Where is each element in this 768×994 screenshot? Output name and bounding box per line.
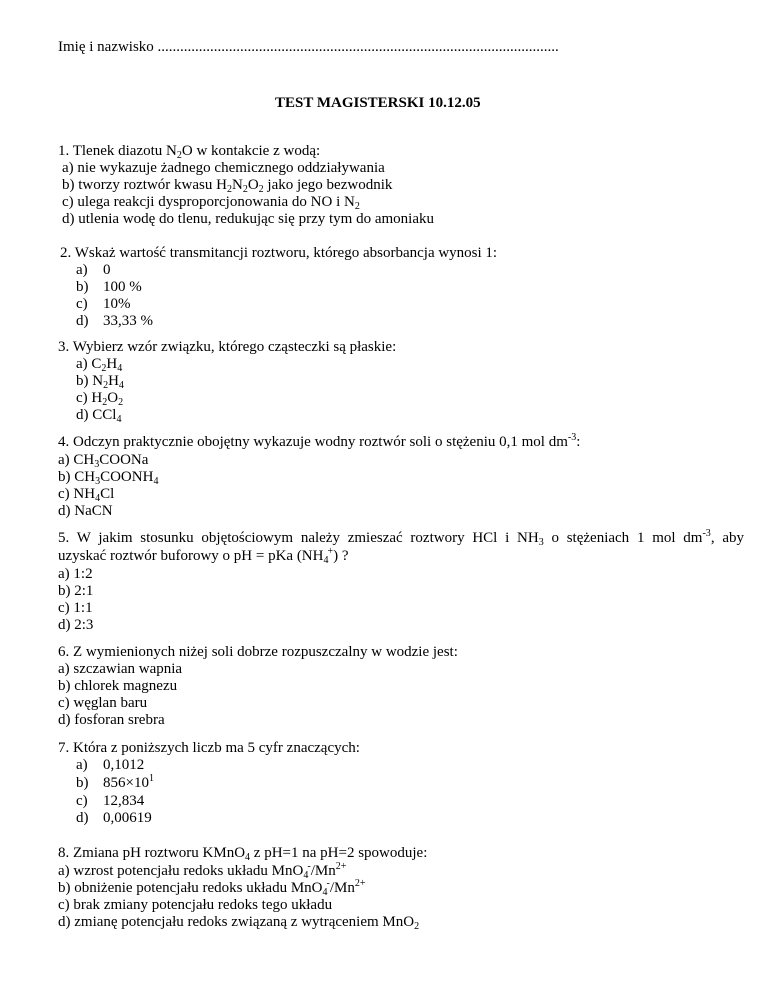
question-8-option-c: c) brak zmiany potencjału redoks tego układu	[58, 897, 333, 913]
question-7-option-a: a) 0,1012	[76, 757, 145, 773]
question-3-option-a: a) $C_2H_4$	[76, 356, 123, 374]
question-2-stem: 2. Wskaż wartość transmitancji roztworu, którego absorbancja wynosi 1:	[60, 245, 498, 261]
question-4-stem: 4. Odczyn praktycznie obojętny wykazuje wodny roztwór soli o stężeniu 0,1 mol $dm^{-3}$:	[58, 432, 581, 450]
question-5-stem-line-1: 5. W jakim stosunku objętościowym należy zmieszać roztwory HCl i $NH_3$ o stężeniach 1 mol $dm^{-3}$, aby	[58, 528, 744, 548]
question-6-option-d: d) fosforan srebra	[58, 712, 165, 728]
question-1-option-c: c) ulega reakcji dysproporcjonowania do NO i $N_2$	[62, 194, 360, 212]
question-5-option-b: b) 2:1	[58, 583, 94, 599]
question-5-option-a: a) 1:2	[58, 566, 93, 582]
exam-title: TEST MAGISTERSKI 10.12.05	[275, 95, 481, 111]
question-3-option-b: b) $N_2H_4$	[76, 373, 124, 391]
question-2-option-c: c) 10%	[76, 296, 131, 312]
question-8-option-d: d) zmianę potencjału redoks związaną z wytrąceniem MnO$_2$	[58, 914, 420, 932]
question-1-option-b: b) tworzy roztwór kwasu $H_2N_2O_2$ jako jego bezwodnik	[62, 177, 393, 195]
question-4-option-d: d) NaCN	[58, 503, 113, 519]
question-8-option-a: a) wzrost potencjału redoks układu $MnO_4^-/Mn^{2+}$	[58, 861, 347, 881]
question-6-option-c: c) węglan baru	[58, 695, 148, 711]
question-5-option-d: d) 2:3	[58, 617, 94, 633]
question-3-stem: 3. Wybierz wzór związku, którego cząsteczki są płaskie:	[58, 339, 397, 355]
question-1-stem: 1. Tlenek diazotu $N_2O$ w kontakcie z wodą:	[58, 143, 321, 161]
question-4-option-b: b) $CH_3COONH_4$	[58, 469, 159, 487]
question-3-option-c: c) $H_2O_2$	[76, 390, 124, 408]
question-7-option-d: d) 0,00619	[76, 810, 152, 826]
question-7-option-b: b) $856\times 10^1$	[76, 773, 154, 791]
question-1-option-d: d) utlenia wodę do tlenu, redukując się przy tym do amoniaku	[62, 211, 434, 227]
question-7-option-c: c) 12,834	[76, 793, 145, 809]
question-6-option-a: a) szczawian wapnia	[58, 661, 183, 677]
question-6-option-b: b) chlorek magnezu	[58, 678, 178, 694]
question-6-stem: 6. Z wymienionych niżej soli dobrze rozpuszczalny w wodzie jest:	[58, 644, 458, 660]
question-5-option-c: c) 1:1	[58, 600, 93, 616]
name-field-line: Imię i nazwisko ...........................................................................................................	[58, 39, 559, 55]
question-2-option-a: a) 0	[76, 262, 111, 278]
question-1-option-a: a) nie wykazuje żadnego chemicznego oddziaływania	[62, 160, 385, 176]
question-3-option-d: d) CCl$_4$	[76, 407, 122, 425]
question-7-stem: 7. Która z poniższych liczb ma 5 cyfr znaczących:	[58, 740, 360, 756]
question-4-option-c: c) $NH_4Cl$	[58, 486, 115, 504]
question-4-option-a: a) $CH_3COONa$	[58, 452, 149, 470]
question-8-option-b: b) obniżenie potencjału redoks układu $MnO_4^-/Mn^{2+}$	[58, 878, 366, 898]
question-2-option-b: b) 100 %	[76, 279, 142, 295]
question-5-stem-line-2: uzyskać roztwór buforowy o pH = pKa $(NH_4^+)$ ?	[58, 546, 349, 566]
question-8-stem: 8. Zmiana pH roztworu KMnO$_4$ z pH=1 na pH=2 spowoduje:	[58, 845, 428, 863]
question-2-option-d: d) 33,33 %	[76, 313, 153, 329]
